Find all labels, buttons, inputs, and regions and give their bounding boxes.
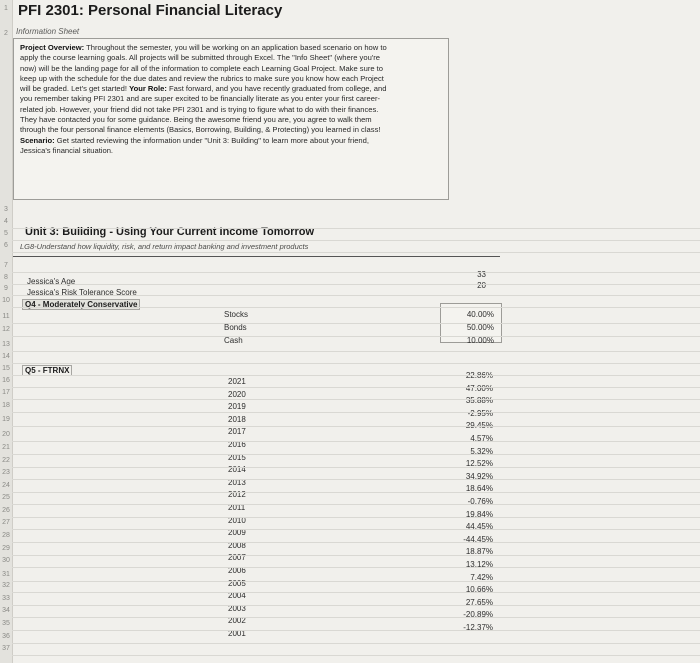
overview-line xyxy=(20,84,446,94)
return-year[interactable]: 2001 xyxy=(228,629,246,638)
overview-bold-lead: Scenario: xyxy=(20,135,55,145)
row-number[interactable]: 24 xyxy=(2,482,10,489)
row-gridline xyxy=(12,351,700,352)
row-gridline xyxy=(12,504,700,505)
row-number[interactable]: 19 xyxy=(2,416,10,423)
risk-score-value[interactable]: 20 xyxy=(477,281,486,290)
row-number[interactable]: 30 xyxy=(2,557,10,564)
row-gridline xyxy=(12,454,700,455)
row-number[interactable]: 23 xyxy=(2,469,10,476)
annual-return[interactable]: 47.00% xyxy=(465,383,493,393)
annual-return[interactable]: -12.37% xyxy=(463,623,493,632)
annual-return[interactable]: 44.45% xyxy=(465,522,493,532)
age-label: Jessica's Age xyxy=(27,277,76,286)
annual-return[interactable]: 5.32% xyxy=(470,446,493,456)
asset-allocation-pct[interactable]: 50.00% xyxy=(466,323,494,332)
overview-line-text: now) will be the landing page for all of the information to complete each Learning Goal Project. Make sure to xyxy=(20,63,384,73)
row-gridline xyxy=(12,605,700,606)
asset-allocation-pct[interactable]: 10.00% xyxy=(466,336,494,345)
row-number[interactable]: 33 xyxy=(2,595,10,602)
unit-subtitle: LG8-Understand how liquidity, risk, and return impact banking and investment products xyxy=(20,242,309,251)
annual-return[interactable]: 12.52% xyxy=(465,459,493,469)
return-year[interactable]: 2020 xyxy=(228,389,246,399)
page-title: PFI 2301: Personal Financial Literacy xyxy=(18,2,283,19)
row-gridline xyxy=(12,295,700,296)
row-gridline xyxy=(12,228,700,229)
overview-line-text: Jessica's financial situation. xyxy=(20,145,114,155)
row-number[interactable]: 27 xyxy=(2,519,10,526)
overview-line-text: related job. However, your friend did not take PFI 2301 and is trying to figure what to do with their finances. xyxy=(20,104,379,114)
overview-bold-lead: Project Overview: xyxy=(20,43,85,52)
row-number[interactable]: 36 xyxy=(2,633,10,640)
row-gridline xyxy=(12,399,700,400)
overview-line-text: Get started reviewing the information under "Unit 3: Building" to learn more about your friend, xyxy=(54,135,369,145)
row-gridline xyxy=(12,363,700,364)
overview-line-text: keep up with the schedule for the due dates and review the rubrics to make sure you know how each Project xyxy=(20,73,384,83)
annual-return[interactable]: 13.12% xyxy=(465,560,493,569)
annual-return[interactable]: -2.95% xyxy=(467,408,493,418)
return-year[interactable]: 2017 xyxy=(228,427,246,437)
your-role-label: Your Role: xyxy=(129,84,167,94)
row-gridline xyxy=(12,643,700,644)
row-number[interactable]: 5 xyxy=(4,230,8,237)
row-gridline xyxy=(12,284,700,285)
row-gridline xyxy=(12,375,700,376)
return-year[interactable]: 2008 xyxy=(228,540,246,550)
your-role-text: Fast forward, and you have recently graduated from college, and xyxy=(166,84,387,94)
row-number[interactable]: 11 xyxy=(2,313,10,320)
row-number[interactable]: 32 xyxy=(2,582,10,589)
overview-line-text: you remember taking PFI 2301 and are super excited to be financially literate as you enter your first career- xyxy=(20,94,381,104)
row-number[interactable]: 29 xyxy=(2,545,10,552)
row-gridline xyxy=(12,387,700,388)
row-gridline xyxy=(12,655,700,656)
row-number[interactable]: 28 xyxy=(2,532,10,539)
row-gridline xyxy=(12,441,700,442)
age-value[interactable]: 33 xyxy=(477,270,486,279)
annual-return[interactable]: 18.64% xyxy=(465,484,493,494)
return-year[interactable]: 2014 xyxy=(228,465,246,475)
return-year[interactable]: 2002 xyxy=(228,616,246,626)
overview-line xyxy=(20,125,446,135)
row-number[interactable]: 6 xyxy=(4,242,8,249)
q4-label[interactable]: Q4 - Moderately Conservative xyxy=(22,299,140,310)
annual-return[interactable]: -20.89% xyxy=(463,610,493,620)
asset-allocation-pct[interactable]: 40.00% xyxy=(466,310,494,319)
overview-line xyxy=(20,64,446,74)
q5-label[interactable]: Q5 - FTRNX xyxy=(22,365,72,376)
row-number[interactable]: 13 xyxy=(2,341,10,348)
return-year[interactable]: 2021 xyxy=(228,377,246,386)
annual-return[interactable]: -44.45% xyxy=(463,534,493,544)
row-gridline xyxy=(12,479,700,480)
row-gridline xyxy=(12,336,700,337)
row-number-column xyxy=(0,0,13,663)
sheet-subtitle: Information Sheet xyxy=(16,27,80,36)
row-gridline xyxy=(12,307,700,308)
annual-return[interactable]: 18.87% xyxy=(465,547,493,557)
row-gridline xyxy=(12,517,700,518)
overview-line xyxy=(20,115,446,125)
row-gridline xyxy=(12,467,700,468)
row-gridline xyxy=(12,492,700,493)
unit-divider xyxy=(13,256,500,257)
return-year[interactable]: 2004 xyxy=(228,591,246,601)
row-gridline xyxy=(12,272,700,273)
row-gridline xyxy=(12,567,700,568)
annual-return[interactable]: 22.86% xyxy=(465,371,493,380)
row-gridline xyxy=(12,323,700,324)
row-gridline xyxy=(12,581,700,582)
annual-return[interactable]: 34.92% xyxy=(465,471,493,481)
overview-line xyxy=(20,146,446,156)
annual-return[interactable]: 27.65% xyxy=(465,597,493,607)
overview-line-text: will be graded. Let's get started! xyxy=(20,84,130,94)
row-gridline xyxy=(12,412,700,413)
row-number[interactable]: 37 xyxy=(2,645,10,652)
asset-class-label: Stocks xyxy=(224,310,249,319)
overview-line-text: apply the course learning goals. All projects will be submitted through Excel. The "Info Sheet" (where you're xyxy=(20,53,381,63)
return-year[interactable]: 2015 xyxy=(228,452,246,462)
annual-return[interactable]: 35.88% xyxy=(465,396,493,406)
return-year[interactable]: 2007 xyxy=(228,553,246,563)
row-number[interactable]: 3 xyxy=(4,206,8,213)
row-number[interactable]: 2 xyxy=(4,30,8,37)
row-number[interactable]: 16 xyxy=(2,377,10,384)
row-number[interactable]: 10 xyxy=(2,297,10,304)
row-gridline xyxy=(12,592,700,593)
return-year[interactable]: 2006 xyxy=(228,566,246,575)
return-year[interactable]: 2018 xyxy=(228,414,246,424)
row-number[interactable]: 8 xyxy=(4,274,8,281)
annual-return[interactable]: 29.45% xyxy=(465,421,493,431)
overview-line-text: They have contacted you for some guidance. Being the awesome friend you are, you agree to walk them xyxy=(20,115,372,125)
row-number[interactable]: 14 xyxy=(2,353,10,360)
row-number[interactable]: 31 xyxy=(2,571,10,578)
row-gridline xyxy=(12,555,700,556)
row-number[interactable]: 12 xyxy=(2,326,10,333)
return-year[interactable]: 2011 xyxy=(228,503,246,512)
row-gridline xyxy=(12,529,700,530)
row-number[interactable]: 20 xyxy=(2,431,10,438)
row-number[interactable]: 34 xyxy=(2,607,10,614)
row-number[interactable]: 9 xyxy=(4,285,8,292)
unit-title: Unit 3: Building - Using Your Current Income Tomorrow xyxy=(25,226,315,238)
annual-return[interactable]: 10.66% xyxy=(465,585,493,595)
overview-line-text: through the four personal finance elements (Basics, Borrowing, Building, & Protecting) you learned in class! xyxy=(20,125,381,135)
return-year[interactable]: 2019 xyxy=(228,402,246,412)
row-gridline xyxy=(12,252,700,253)
return-year[interactable]: 2012 xyxy=(228,490,246,500)
row-number[interactable]: 17 xyxy=(2,389,10,396)
row-number[interactable]: 1 xyxy=(4,5,8,12)
overview-line xyxy=(20,43,446,53)
project-overview-box[interactable] xyxy=(13,38,449,200)
return-year[interactable]: 2009 xyxy=(228,528,246,538)
row-gridline xyxy=(12,240,700,241)
row-number[interactable]: 35 xyxy=(2,620,10,627)
overview-line xyxy=(20,74,446,84)
overview-line xyxy=(20,105,446,115)
annual-return[interactable]: 4.57% xyxy=(470,434,493,443)
risk-score-label: Jessica's Risk Tolerance Score xyxy=(27,288,137,297)
row-number[interactable]: 18 xyxy=(2,402,10,409)
return-year[interactable]: 2016 xyxy=(228,440,246,449)
row-gridline xyxy=(12,617,700,618)
row-number[interactable]: 22 xyxy=(2,457,10,464)
overview-line xyxy=(20,136,446,146)
asset-class-label: Cash xyxy=(224,336,243,345)
row-number[interactable]: 26 xyxy=(2,507,10,514)
annual-return[interactable]: 7.42% xyxy=(470,572,493,582)
annual-return[interactable]: 19.84% xyxy=(465,509,493,519)
asset-class-label: Bonds xyxy=(224,323,247,332)
row-number[interactable]: 25 xyxy=(2,494,10,501)
return-year[interactable]: 2013 xyxy=(228,477,246,487)
overview-line xyxy=(20,53,446,63)
overview-line xyxy=(20,94,446,104)
return-year[interactable]: 2005 xyxy=(228,578,246,588)
return-year[interactable]: 2010 xyxy=(228,515,246,525)
row-number[interactable]: 4 xyxy=(4,218,8,225)
annual-return[interactable]: -0.76% xyxy=(467,497,493,506)
row-number[interactable]: 15 xyxy=(2,365,10,372)
return-year[interactable]: 2003 xyxy=(228,603,246,613)
row-gridline xyxy=(12,426,700,427)
overview-line-text: Throughout the semester, you will be working on an application based scenario on how to xyxy=(84,43,387,52)
row-number[interactable]: 7 xyxy=(4,262,8,269)
row-gridline xyxy=(12,630,700,631)
row-gridline xyxy=(12,542,700,543)
project-overview-text xyxy=(20,43,446,156)
row-number[interactable]: 21 xyxy=(2,444,10,451)
